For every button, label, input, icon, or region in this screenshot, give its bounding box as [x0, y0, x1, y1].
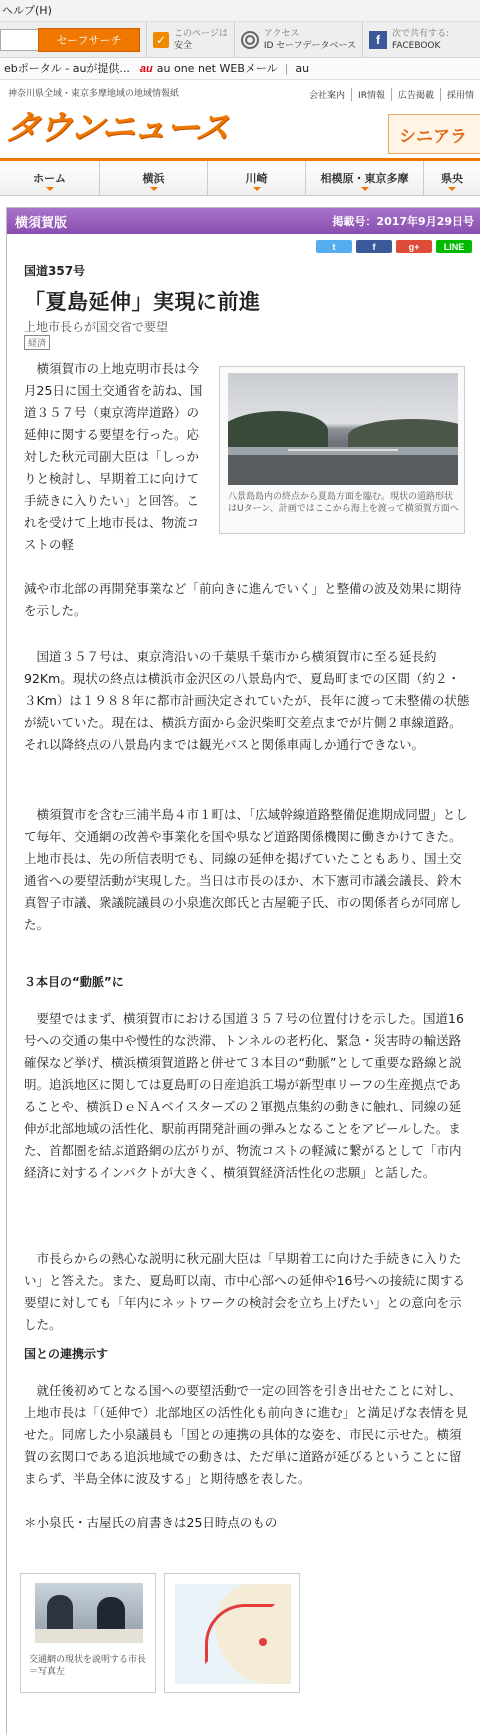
paragraph-4: 要望ではまず、横須賀市における国道３５７号の位置付けを示した。国道16号への交通の集中や慢性的な渋滞、トンネルの老朽化、緊急・災害時の輸送路確保など挙げ、横浜横須賀道路と併せて３本目の“動脈”として重要な路線と説明。追浜地区に関しては夏島町の日産追浜工場が新型車リーフの生産拠点であることや、横浜ＤｅＮＡベイスターズの２軍拠点集約の動きに触れ、同線の延伸が北部地域の活性化、駅前再開発計画の弾みとなることをアピールした。また、首都圏を結ぶ道路網の広がりが、物流コストの軽減に繋がるとして「市内経済に対するインパクトが大きく、横須賀経済活性化の悲願」と話した。: [24, 1011, 464, 1180]
page-safety-status[interactable]: ✓ このページは 安全: [146, 22, 234, 58]
article: [6, 207, 480, 1734]
browser-menubar: [0, 0, 480, 22]
area-name: 横須賀版: [15, 215, 68, 231]
safe-search-button[interactable]: セーフサーチ: [38, 28, 140, 52]
search-input[interactable]: [0, 29, 38, 51]
top-links: [303, 88, 480, 101]
paragraph-1-bottom: 減や市北部の再開発事業など「前向きに進んでいく」と整備の波及効果に期待を示した。: [24, 581, 462, 618]
id-safe-database[interactable]: アクセス ID セーフデータベース: [234, 22, 362, 58]
site-logo[interactable]: タウンニュース: [2, 108, 231, 148]
related-photos: [20, 1573, 300, 1693]
favorite-au[interactable]: au: [295, 61, 310, 75]
photo-image: [228, 373, 458, 485]
twitter-share-button[interactable]: t: [316, 240, 352, 253]
facebook-share[interactable]: f 次で共有する: FACEBOOK: [362, 22, 455, 58]
category-tag[interactable]: 経済: [24, 335, 50, 350]
nav-kawasaki[interactable]: 川崎: [208, 161, 306, 195]
paragraph-5: 市長らからの熱心な説明に秋元副大臣は「早期着工に向けた手続きに入りたい」と答えた。また、夏島町以南、市中心部への延伸や16号への接続に関する要望に対しても「年内にネットワークの検討会を立ち上げたい」との意向を示した。: [24, 1251, 465, 1332]
main-nav: [0, 158, 480, 196]
meeting-image: [35, 1583, 143, 1643]
favorite-au-webmail[interactable]: au one net WEBメール: [156, 61, 278, 75]
section-heading-1: ３本目の“動脈”に: [24, 975, 124, 989]
favorites-bar: ebポータル - auが提供... au au one net WEBメール | au: [0, 58, 480, 80]
link-advertising[interactable]: 広告掲載: [391, 88, 440, 101]
thumb-caption: 交通網の現状を説明する市長＝写真左: [29, 1655, 147, 1677]
area-bar: [7, 208, 480, 234]
favorite-au-portal[interactable]: ebポータル - auが提供...: [4, 61, 130, 75]
share-buttons: [7, 234, 480, 253]
site-tagline: 神奈川県全域・東京多摩地域の地域情報紙: [8, 89, 180, 99]
google-plus-share-button[interactable]: g+: [396, 240, 432, 253]
nav-sagamihara-tama[interactable]: 相模原・東京多摩: [306, 161, 424, 195]
publish-date: 掲載号：2017年9月29日号: [332, 215, 474, 228]
facebook-icon: f: [369, 31, 387, 49]
section-heading-2: 国との連携示す: [24, 1347, 109, 1361]
senior-banner[interactable]: シニアラ: [388, 114, 480, 154]
check-icon: ✓: [153, 32, 169, 48]
map-image: [175, 1584, 291, 1684]
link-ir[interactable]: IR情報: [351, 88, 391, 101]
paragraph-2: 国道３５７号は、東京湾沿いの千葉県千葉市から横須賀市に至る延長約92Km。現状の終点は横浜市金沢区の八景島内で、夏島町までの区間（約２・３Km）は１９８８年に都市計画決定されていたが、長年に渡って未整備の状態が続いていた。現在は、横浜方面から金沢柴町交差点までが片側２車線道路。それ以降終点の八景島内までは観光バスと関係車両しか通行できない。: [24, 649, 470, 752]
au-logo-icon: au: [139, 62, 153, 75]
thumb-photo-meeting[interactable]: [20, 1573, 156, 1693]
article-subtitle: 上地市長らが国交省で要望: [24, 320, 169, 334]
link-recruit[interactable]: 採用情: [440, 88, 480, 101]
browser-toolbar: [0, 22, 480, 58]
paragraph-6: 就任後初めてとなる国への要望活動で一定の回答を引き出せたことに対し、上地市長は「（延伸で）北部地区の活性化も前向きに進む」と満足げな表情を見せた。同席した小泉議員も「国との連携の具体的な姿を、市民に示せた。横須賀の玄関口である追浜地域での動きは、ただ単に道路が延びるということに留まらず、半島全体に波及する」と期待感を表した。: [24, 1383, 468, 1486]
facebook-share-button[interactable]: f: [356, 240, 392, 253]
photo-caption: 八景島島内の終点から夏島方面を臨む。現状の道路形状はUターン、計画ではここから海上を渡って横須賀方面へ: [228, 492, 459, 514]
nav-yokohama[interactable]: 横浜: [100, 161, 208, 195]
nav-kenou[interactable]: 県央: [424, 161, 480, 195]
article-title: 「夏島延伸」実現に前進: [24, 290, 261, 314]
menu-help[interactable]: ヘルプ(H): [2, 4, 52, 17]
thumb-route-map[interactable]: [164, 1573, 300, 1693]
article-photo[interactable]: [219, 366, 465, 534]
paragraph-1-top: 横須賀市の上地克明市長は今月25日に国土交通省を訪ね、国道３５７号（東京湾岸道路）の延伸に関する要望を行った。応対した秋元司副大臣は「しっかりと検討し、早期着工に向けて手続きに入りたい」と回答。これを受けて上地市長は、物流コストの軽: [24, 361, 203, 552]
article-kicker: 国道357号: [24, 264, 86, 278]
paragraph-3: 横須賀市を含む三浦半島４市１町は、「広域幹線道路整備促進期成同盟」として毎年、交通網の改善や事業化を国や県など道路関係機関に働きかけてきた。上地市長は、先の所信表明でも、同線の延伸を掲げていたこともあり、国土交通省への要望活動が実現した。当日は市長のほか、木下憲司市議会議長、鈴木真智子市議、衆議院議員の小泉進次郎氏と古屋範子氏、市の関係者らが同席した。: [24, 807, 468, 932]
site-header: [0, 80, 480, 158]
article-note: ＊小泉氏・古屋氏の肩書きは25日時点のもの: [24, 1515, 278, 1530]
link-company[interactable]: 会社案内: [309, 91, 346, 101]
line-share-button[interactable]: LINE: [436, 240, 472, 253]
id-safe-icon: [241, 31, 259, 49]
nav-home[interactable]: ホーム: [0, 161, 100, 195]
